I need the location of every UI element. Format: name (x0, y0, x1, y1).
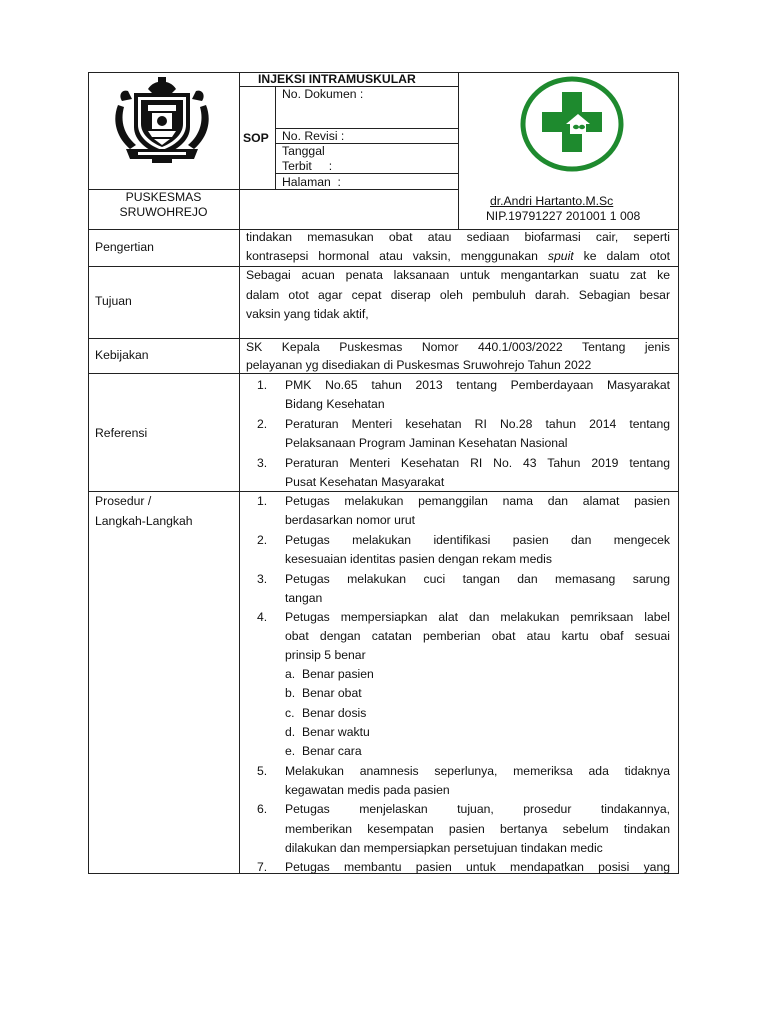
regency-emblem-icon (108, 75, 216, 165)
tujuan-line-3: vaksin yang tidak aktif, (246, 307, 369, 321)
terbit-bottom-line (275, 173, 459, 174)
step-6-line-1: Petugas menjelaskan tujuan, prosedur tindakannya, (285, 802, 670, 816)
step-6-num: 6. (257, 802, 268, 816)
sub-c-text: Benar dosis (302, 706, 367, 720)
referensi-item-2-num: 2. (257, 417, 268, 431)
step-2-num: 2. (257, 533, 268, 547)
sub-b-letter: b. (285, 686, 296, 700)
referensi-item-3-line-2: Pusat Kesehatan Masyarakat (285, 475, 445, 489)
step-6-line-3: dilakukan dan mempersiapkan persetujuan tindakan medic (285, 841, 603, 855)
header-col-sep-1 (239, 72, 240, 874)
row-sep-tujuan (88, 338, 679, 339)
sub-a-text: Benar pasien (302, 667, 374, 681)
sub-b-text: Benar obat (302, 686, 362, 700)
terbit-label: Terbit : (282, 159, 333, 173)
sop-label: SOP (243, 131, 269, 145)
kebijakan-label: Kebijakan (95, 348, 149, 362)
tujuan-label: Tujuan (95, 294, 132, 308)
step-5-num: 5. (257, 764, 268, 778)
rev-no-label: No. Revisi : (282, 129, 345, 143)
step-5-line-2: kegawatan medis pada pasien (285, 783, 450, 797)
sub-a-letter: a. (285, 667, 296, 681)
step-4-num: 4. (257, 610, 268, 624)
referensi-item-1-line-1: PMK No.65 tahun 2013 tentang Pemberdayaan Masyarakat (285, 378, 670, 392)
referensi-label: Referensi (95, 426, 148, 440)
step-1-line-2: berdasarkan nomor urut (285, 513, 416, 527)
sub-d-text: Benar waktu (302, 725, 370, 739)
pengertian-line-2-italic: spuit (547, 249, 574, 263)
pengertian-line-2-b: ke dalam otot (573, 249, 670, 263)
step-3-num: 3. (257, 572, 268, 586)
step-4-line-2: obat dengan catatan pemberian obat atau kartu obaf sesuai (285, 629, 670, 643)
header-col-sep-2 (458, 72, 459, 229)
step-7-num: 7. (257, 860, 268, 874)
kebijakan-line-2: pelayanan yg disediakan di Puskesmas Sruwohrejo Tahun 2022 (246, 358, 592, 372)
frame-right-line (678, 72, 679, 874)
referensi-item-1-num: 1. (257, 378, 268, 392)
row-sep-kebijakan (88, 373, 679, 374)
row-sep-referensi (88, 491, 679, 492)
step-2-line-1: Petugas melakukan identifikasi pasien dan mengecek (285, 533, 670, 547)
doc-no-label: No. Dokumen : (282, 87, 364, 101)
halaman-label: Halaman : (282, 175, 341, 189)
step-6-line-2: memberikan kesempatan pasien bertanya sebelum tindakan (285, 822, 670, 836)
pengertian-line-2 (246, 249, 670, 263)
page-title: INJEKSI INTRAMUSKULAR (258, 72, 416, 86)
referensi-item-2-line-1: Peraturan Menteri kesehatan RI No.28 tahun 2014 tentang (285, 417, 670, 431)
tujuan-line-2: dalam otot agar cepat diserap oleh pembuluh darah. Sebagian besar (246, 288, 670, 302)
prosedur-label-line-2: Langkah-Langkah (95, 514, 193, 528)
referensi-item-2-line-2: Pelaksanaan Program Jaminan Kesehatan Nasional (285, 436, 568, 450)
referensi-item-3-num: 3. (257, 456, 268, 470)
puskesmas-green-cross-icon (520, 76, 624, 172)
step-3-line-1: Petugas melakukan cuci tangan dan memasang sarung (285, 572, 670, 586)
signer-nip: NIP.19791227 201001 1 008 (486, 209, 641, 223)
referensi-item-1-line-2: Bidang Kesehatan (285, 397, 385, 411)
pengertian-label: Pengertian (95, 240, 154, 254)
step-4-line-3: prinsip 5 benar (285, 648, 366, 662)
referensi-item-3-line-1: Peraturan Menteri Kesehatan RI No. 43 Tahun 2019 tentang (285, 456, 670, 470)
step-3-line-2: tangan (285, 591, 323, 605)
kebijakan-line-1: SK Kepala Puskesmas Nomor 440.1/003/2022 Tentang jenis (246, 340, 670, 354)
pengertian-line-1: tindakan memasukan obat atau sediaan biofarmasi cair, seperti (246, 230, 670, 244)
pengertian-line-2-a: kontrasepsi hormonal atau vaksin, menggunakan (246, 249, 548, 263)
step-1-num: 1. (257, 494, 268, 508)
signer-name: dr.Andri Hartanto.M.Sc (490, 194, 614, 208)
sub-c-letter: c. (285, 706, 295, 720)
pengertian-content (246, 230, 670, 266)
step-5-line-1: Melakukan anamnesis seperlunya, memeriksa ada tidaknya (285, 764, 670, 778)
sub-e-letter: e. (285, 744, 296, 758)
step-7-line-1: Petugas membantu pasien untuk mendapatkan posisi yang (285, 860, 670, 874)
step-1-line-1: Petugas melakukan pemanggilan nama dan alamat pasien (285, 494, 670, 508)
org-name-line2: SRUWOHREJO (119, 205, 208, 219)
prosedur-label-line-1: Prosedur / (95, 494, 152, 508)
sub-d-letter: d. (285, 725, 296, 739)
step-4-line-1: Petugas mempersiapkan alat dan melakukan pemriksaan label (285, 610, 670, 624)
tujuan-line-1: Sebagai acuan penata laksanaan untuk mengantarkan suatu zat ke (246, 268, 670, 282)
org-name-line1: PUSKESMAS (125, 190, 202, 204)
tanggal-label: Tanggal (282, 144, 325, 158)
step-2-line-2: kesesuaian identitas pasien dengan rekam medis (285, 552, 552, 566)
sub-e-text: Benar cara (302, 744, 362, 758)
row-sep-pengertian (88, 266, 679, 267)
